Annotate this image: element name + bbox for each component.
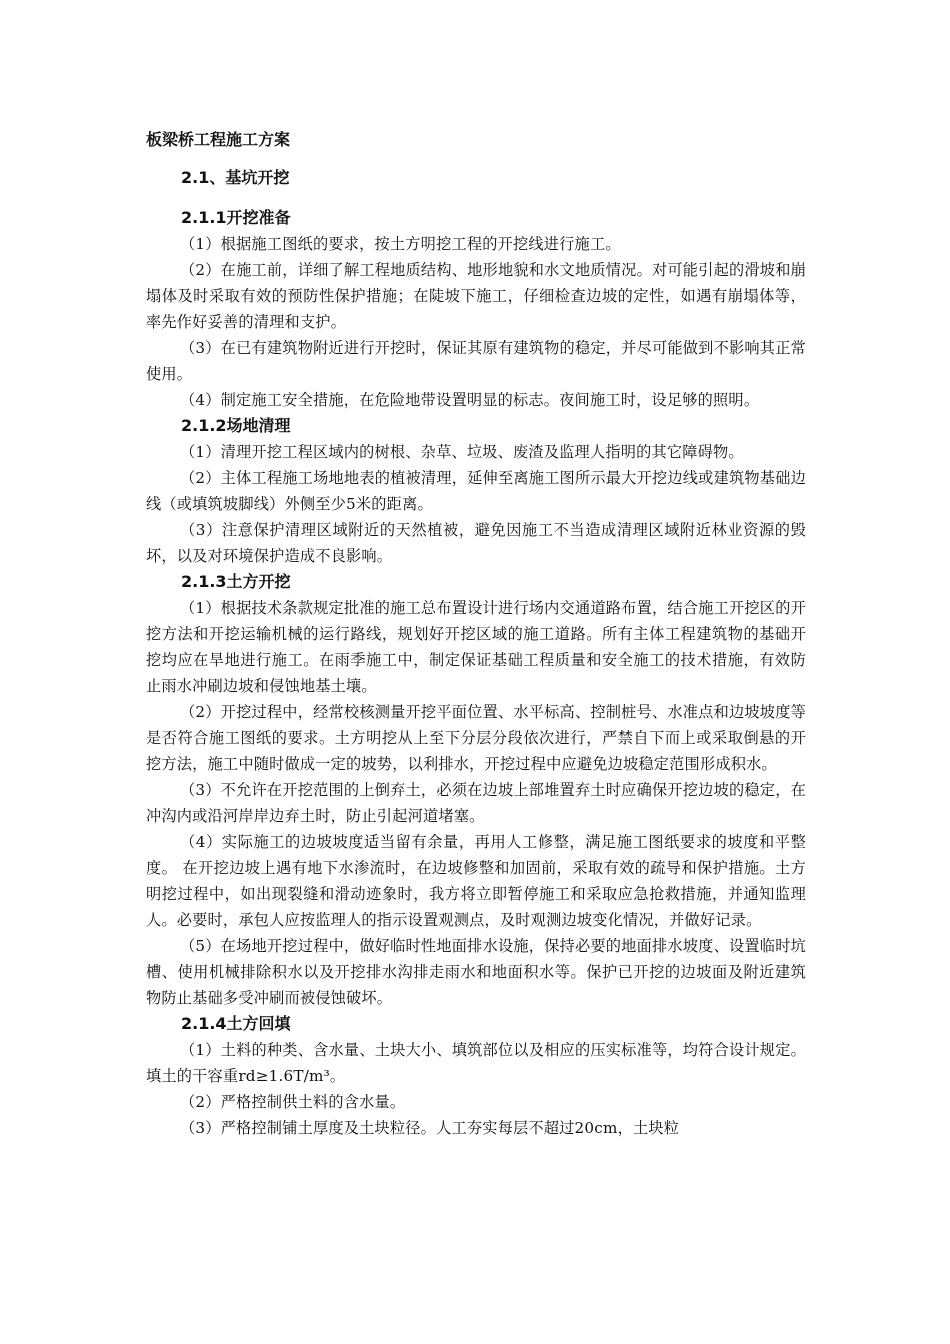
subsection-heading: 2.1.3土方开挖 [181,572,291,591]
paragraph: （1）清理开挖工程区域内的树根、杂草、垃圾、废渣及监理人指明的其它障碍物。 [180,443,744,461]
paragraph: （1）根据施工图纸的要求，按土方明挖工程的开挖线进行施工。 [180,235,621,253]
subsection-heading: 2.1.1开挖准备 [181,208,291,227]
subsection-heading: 2.1.2场地清理 [181,416,291,435]
section-heading: 2.1、基坑开挖 [181,168,290,187]
paragraph: （3）在已有建筑物附近进行开挖时，保证其原有建筑物的稳定，并尽可能做到不影响其正常使用。 [146,339,806,383]
paragraph: （1）土料的种类、含水量、土块大小、填筑部位以及相应的压实标准等，均符合设计规定。填土的干容重rd≥1.6T/m³。 [146,1041,806,1085]
paragraph: （5）在场地开挖过程中，做好临时性地面排水设施，保持必要的地面排水坡度、设置临时坑槽、使用机械排除积水以及开挖排水沟排走雨水和地面积水等。保护已开挖的边坡面及附近建筑物防止基础多受冲刷而被侵蚀破坏。 [146,937,806,1007]
subsection-heading: 2.1.4土方回填 [181,1014,291,1033]
paragraph: （2）在施工前，详细了解工程地质结构、地形地貌和水文地质情况。对可能引起的滑坡和崩塌体及时采取有效的预防性保护措施；在陡坡下施工，仔细检查边坡的定性，如遇有崩塌体等，率先作好妥善的清理和支护。 [146,261,806,331]
paragraph: （3）严格控制铺土厚度及土块粒径。人工夯实每层不超过20cm，土块粒 [180,1119,680,1137]
paragraph: （2）开挖过程中，经常校核测量开挖平面位置、水平标高、控制桩号、水准点和边坡坡度等是否符合施工图纸的要求。土方明挖从上至下分层分段依次进行，严禁自下而上或采取倒悬的开挖方法，施工中随时做成一定的坡势，以利排水，开挖过程中应避免边坡稳定范围形成积水。 [146,703,806,773]
paragraph: （4）实际施工的边坡坡度适当留有余量，再用人工修整，满足施工图纸要求的坡度和平整度。 在开挖边坡上遇有地下水渗流时，在边坡修整和加固前，采取有效的疏导和保护措施。土方明挖过程中，如出现裂缝和滑动迹象时，我方将立即暂停施工和采取应急抢救措施，并通知监理人。必要时，承包人应按监理人的指示设置观测点，及时观测边坡变化情况，并做好记录。 [146,833,806,929]
paragraph: （4）制定施工安全措施，在危险地带设置明显的标志。夜间施工时，设足够的照明。 [180,391,760,409]
paragraph: （3）不允许在开挖范围的上倒弃土，必须在边坡上部堆置弃土时应确保开挖边坡的稳定，在冲沟内或沿河岸岸边弃土时，防止引起河道堵塞。 [146,781,806,825]
document-title: 板梁桥工程施工方案 [146,130,291,149]
paragraph: （2）主体工程施工场地地表的植被清理，延伸至离施工图所示最大开挖边线或建筑物基础边线（或填筑坡脚线）外侧至少5米的距离。 [146,469,806,513]
paragraph: （3）注意保护清理区域附近的天然植被，避免因施工不当造成清理区域附近林业资源的毁坏，以及对环境保护造成不良影响。 [146,521,806,565]
document-page [146,127,806,1141]
paragraph: （1）根据技术条款规定批准的施工总布置设计进行场内交通道路布置，结合施工开挖区的开挖方法和开挖运输机械的运行路线，规划好开挖区域的施工道路。所有主体工程建筑物的基础开挖均应在旱地进行施工。在雨季施工中，制定保证基础工程质量和安全施工的技术措施，有效防止雨水冲刷边坡和侵蚀地基土壤。 [146,599,806,695]
paragraph: （2）严格控制供土料的含水量。 [180,1093,406,1111]
